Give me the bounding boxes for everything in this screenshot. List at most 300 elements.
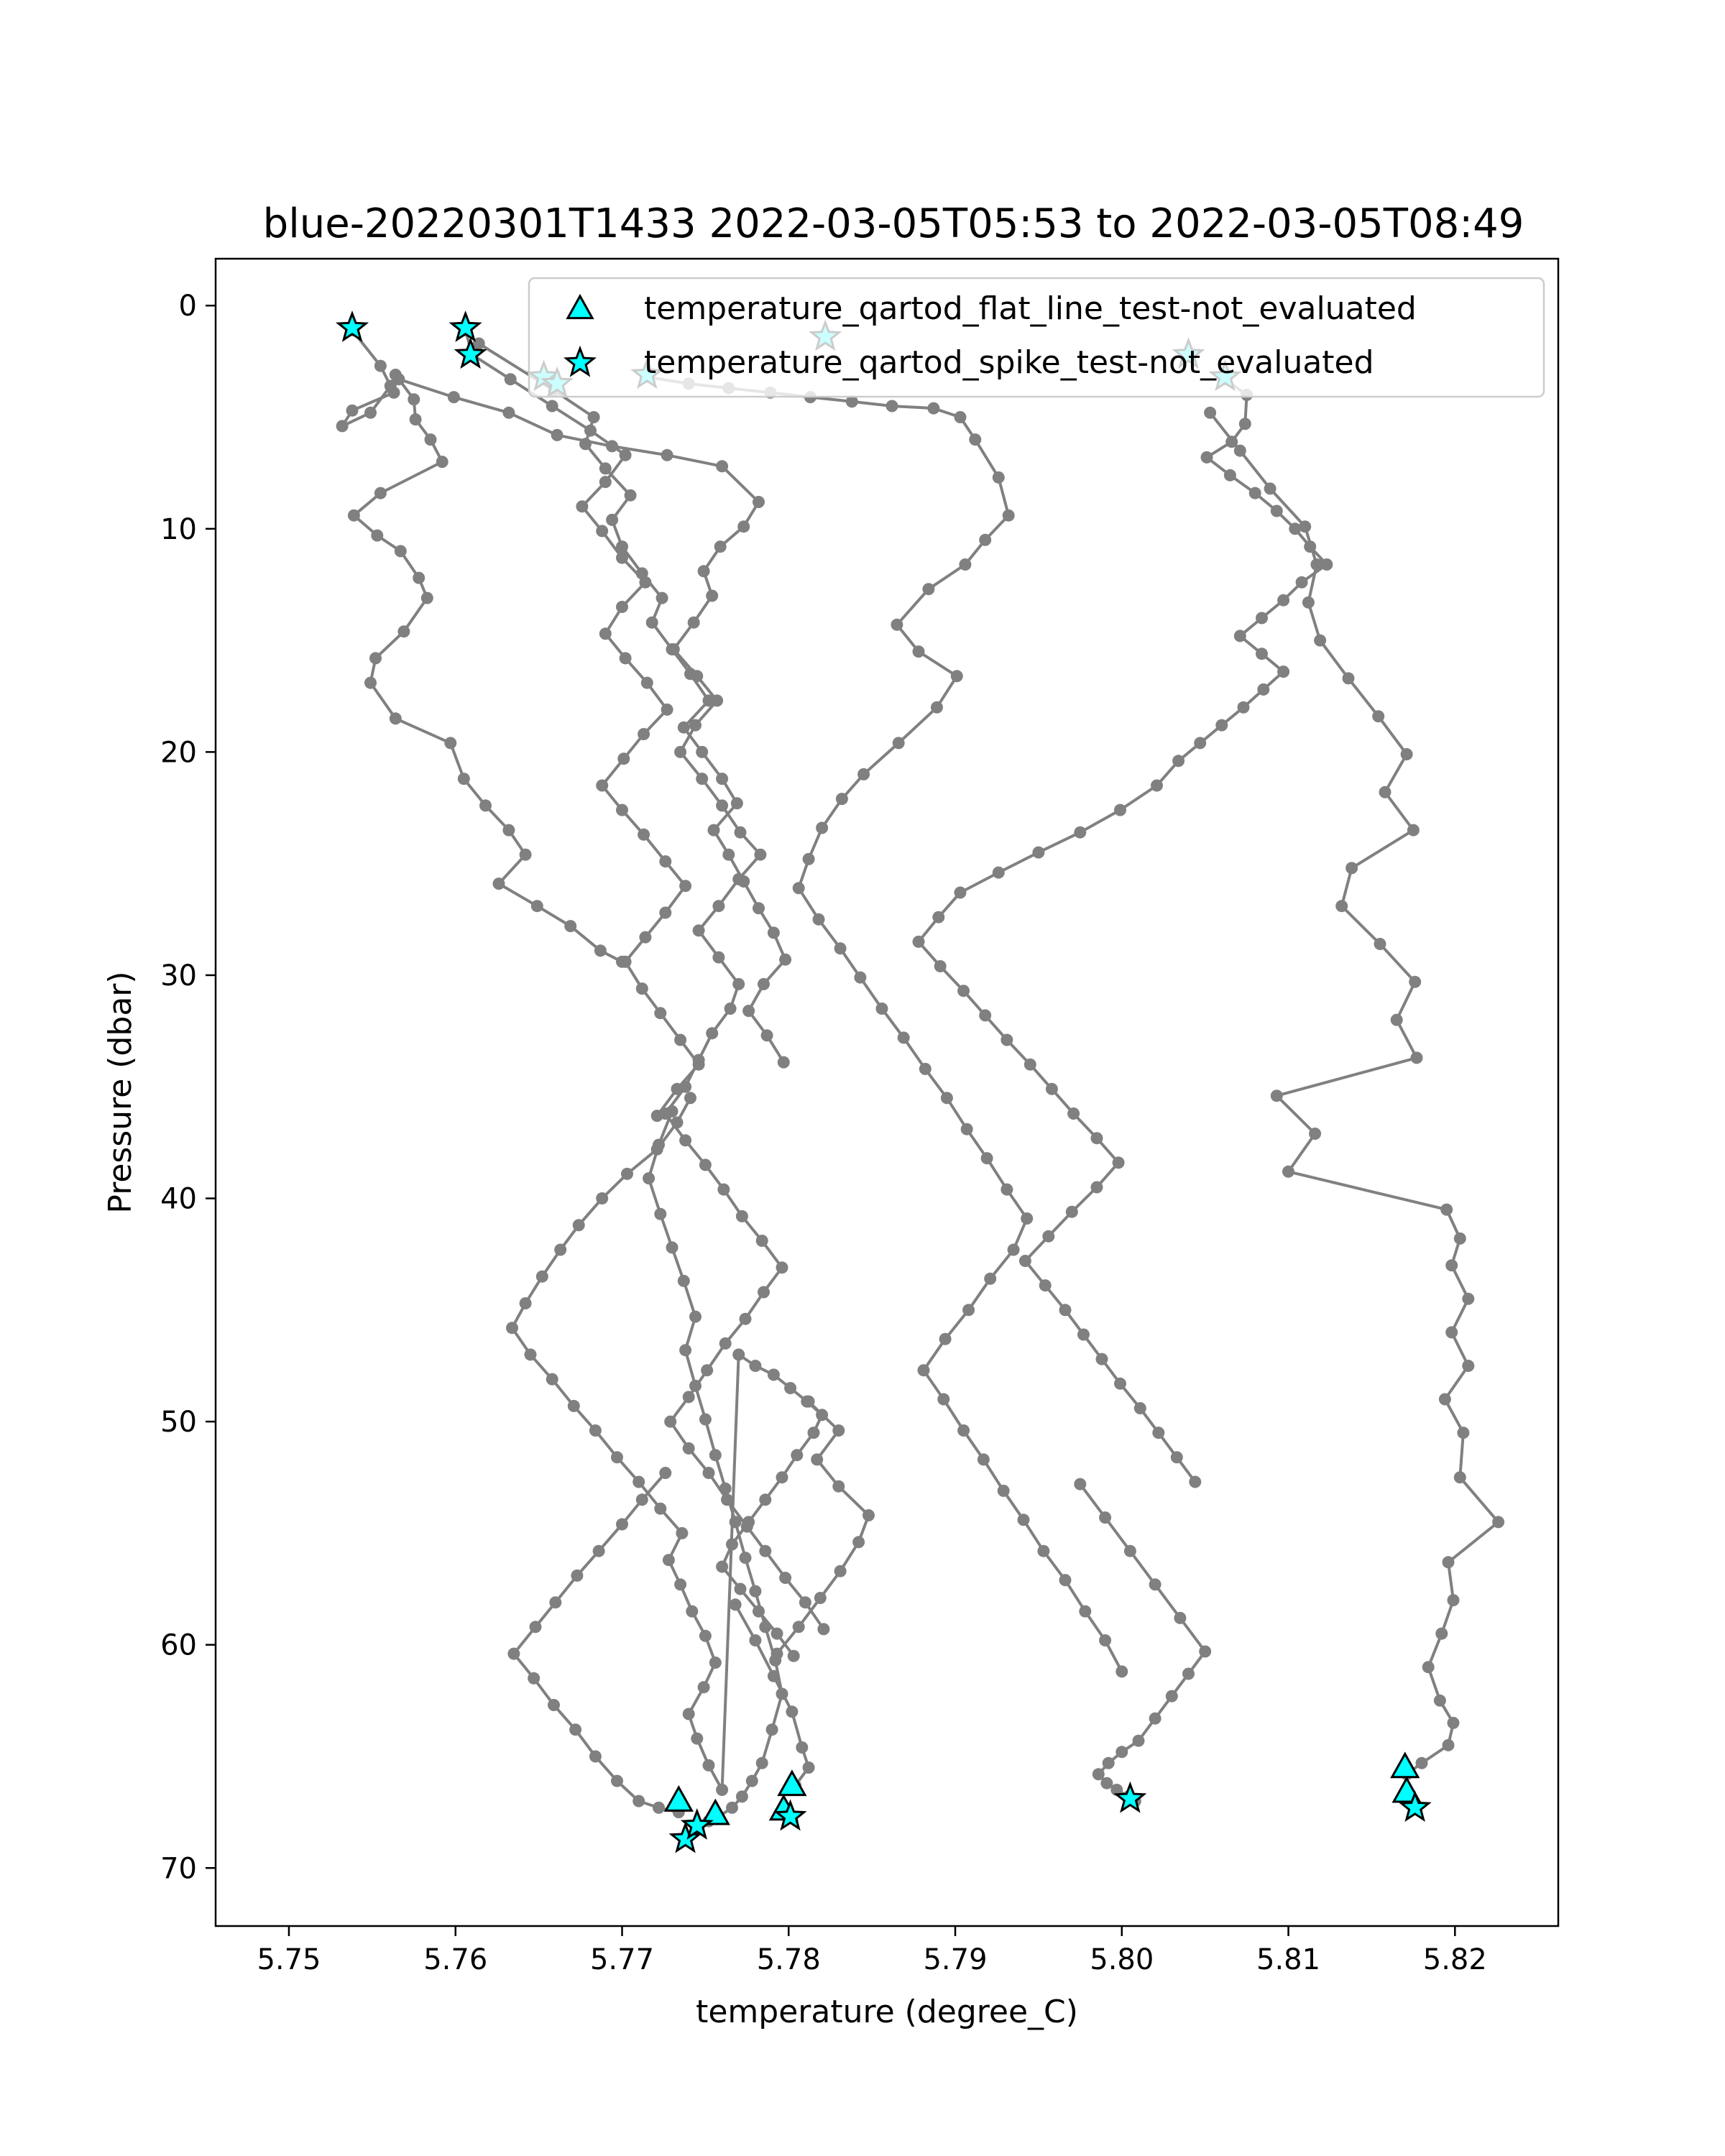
profile-point [668, 643, 680, 655]
profile-point [716, 1784, 728, 1796]
profile-point [638, 829, 650, 841]
profile-point [768, 1670, 780, 1682]
profile-point [1411, 1051, 1423, 1064]
profile-point [1435, 1628, 1448, 1640]
profile-point [954, 887, 967, 899]
profile-point [693, 1054, 705, 1067]
profile-point [712, 952, 724, 964]
profile-point [616, 1519, 628, 1531]
x-axis-label: temperature (degree_C) [696, 1994, 1078, 2030]
x-tick-label: 5.82 [1422, 1943, 1487, 1976]
x-tick-label: 5.79 [923, 1943, 988, 1976]
profile-point [1092, 1768, 1105, 1780]
profile-point [686, 1606, 698, 1618]
profile-point [1277, 594, 1289, 607]
profile-point [661, 704, 673, 716]
profile-point [706, 590, 718, 602]
profile-point [638, 728, 650, 740]
chart-title: blue-20220301T1433 2022-03-05T05:53 to 2022-03-05T08:49 [262, 201, 1524, 247]
profile-point [717, 1184, 730, 1196]
profile-point [413, 572, 425, 584]
y-tick-label: 10 [160, 512, 197, 546]
profile-point [1422, 1661, 1435, 1673]
profile-point [706, 1027, 718, 1039]
profile-point [1114, 1378, 1126, 1390]
profile-point [969, 433, 981, 446]
profile-point [732, 873, 745, 885]
profile-point [758, 1286, 770, 1299]
profile-point [1149, 1713, 1162, 1725]
profile-point [834, 1565, 847, 1577]
profile-point [679, 1344, 691, 1356]
profile-point [641, 677, 653, 689]
profile-point [436, 456, 448, 468]
profile-point [740, 1313, 752, 1325]
profile-point [1003, 510, 1015, 522]
profile-point [1238, 701, 1250, 714]
profile-point [1134, 1402, 1146, 1414]
legend [529, 278, 1544, 397]
profile-point [606, 514, 618, 526]
profile-point [676, 1527, 688, 1539]
profile-point [1416, 1757, 1428, 1769]
profile-point [709, 1449, 722, 1461]
profile-point [886, 400, 898, 413]
profile-point [736, 1790, 748, 1802]
profile-point [776, 1261, 788, 1273]
profile-point [664, 1416, 676, 1428]
profile-point [369, 652, 382, 664]
profile-point [719, 1483, 732, 1495]
profile-point [716, 1561, 728, 1573]
profile-point [1239, 418, 1251, 430]
profile-point [699, 1630, 712, 1642]
profile-point [654, 1503, 666, 1515]
profile-point [919, 1063, 932, 1075]
profile-point [913, 936, 925, 948]
profile-point [1042, 1230, 1054, 1243]
profile-point [395, 545, 407, 557]
profile-point [525, 1348, 537, 1360]
profile-point [683, 1391, 695, 1403]
profile-point [962, 1304, 975, 1316]
profile-point [786, 1705, 798, 1718]
profile-point [716, 773, 728, 785]
profile-point [1152, 1427, 1164, 1439]
profile-point [632, 1476, 645, 1488]
profile-point [659, 855, 671, 867]
profile-point [573, 1219, 585, 1231]
profile-point [918, 1364, 930, 1376]
profile-point [621, 1168, 633, 1180]
profile-point [1067, 1107, 1080, 1120]
profile-point [1454, 1233, 1466, 1245]
profile-point [1000, 1184, 1013, 1196]
profile-point [1204, 407, 1216, 419]
profile-point [458, 773, 470, 785]
profile-point [799, 1596, 811, 1608]
profile-point [1374, 938, 1386, 950]
profile-point [1302, 596, 1315, 609]
profile-point [998, 1485, 1010, 1497]
profile-point [625, 489, 637, 502]
profile-point [746, 1775, 758, 1787]
profile-point [939, 1333, 952, 1345]
profile-point [1309, 1128, 1321, 1140]
profile-point [502, 407, 515, 419]
profile-point [674, 746, 686, 758]
profile-point [1059, 1304, 1072, 1316]
profile-point [742, 1516, 755, 1528]
profile-point [1151, 780, 1163, 792]
profile-point [749, 1360, 761, 1372]
profile-point [596, 780, 608, 792]
profile-point [666, 1241, 678, 1253]
profile-point [788, 1650, 800, 1662]
profile-point [711, 694, 723, 706]
profile-point [753, 496, 765, 508]
profile-point [1445, 1326, 1458, 1338]
profile-point [546, 1373, 558, 1386]
profile-point [1282, 1166, 1294, 1178]
profile-point [778, 1056, 790, 1069]
profile-point [1194, 737, 1206, 749]
profile-point [639, 576, 651, 589]
profile-point [654, 1208, 666, 1220]
profile-point [816, 822, 828, 834]
profile-point [1256, 612, 1268, 625]
profile-point [708, 824, 720, 837]
profile-point [803, 1761, 815, 1774]
profile-point [1234, 630, 1246, 642]
profile-point [722, 849, 735, 861]
profile-point [1116, 1665, 1128, 1677]
profile-point [646, 617, 658, 629]
profile-point [1448, 1594, 1460, 1606]
profile-point [548, 1699, 560, 1711]
profile-point [505, 373, 517, 385]
profile-point [493, 877, 505, 890]
profile-point [731, 797, 743, 809]
profile-point [531, 900, 543, 912]
profile-point [589, 1751, 602, 1763]
profile-point [1096, 1353, 1108, 1365]
profile-point [1199, 1646, 1211, 1658]
profile-point [699, 1414, 712, 1426]
profile-point [740, 1552, 752, 1564]
profile-point [768, 1368, 780, 1381]
profile-point [1257, 683, 1269, 696]
profile-point [754, 849, 766, 861]
profile-point [506, 1322, 518, 1334]
profile-point [1018, 1514, 1030, 1526]
profile-point [1114, 804, 1126, 816]
profile-point [425, 433, 437, 446]
profile-point [674, 1034, 686, 1046]
profile-point [568, 1400, 580, 1412]
profile-point [392, 373, 405, 385]
profile-point [862, 1509, 875, 1521]
profile-point [1059, 1574, 1072, 1586]
profile-point [654, 1007, 666, 1019]
profile-point [1443, 1556, 1455, 1568]
profile-point [388, 387, 400, 399]
profile-point [1174, 1612, 1186, 1624]
profile-point [951, 670, 963, 682]
x-tick-label: 5.77 [589, 1943, 655, 1976]
profile-point [689, 719, 702, 732]
profile-point [1074, 1478, 1086, 1491]
profile-point [817, 1623, 829, 1635]
profile-point [811, 1453, 823, 1465]
profile-point [1379, 786, 1392, 798]
y-tick-label: 70 [160, 1852, 197, 1886]
profile-point [594, 944, 607, 957]
profile-point [616, 601, 628, 613]
profile-point [768, 926, 780, 939]
x-tick-label: 5.76 [423, 1943, 488, 1976]
profile-point [703, 1467, 715, 1479]
profile-point [683, 1708, 695, 1720]
profile-point [1215, 719, 1228, 732]
profile-point [698, 565, 710, 577]
profile-point [599, 462, 612, 474]
profile-point [596, 525, 608, 537]
profile-point [730, 1598, 742, 1611]
profile-point [941, 1092, 953, 1104]
profile-point [759, 1545, 771, 1557]
legend-entry-label: temperature_qartod_flat_line_test-not_evaluated [644, 290, 1417, 327]
profile-point [813, 913, 825, 926]
profile-point [1019, 1255, 1031, 1267]
profile-point [1454, 1471, 1466, 1483]
profile-point [1448, 1717, 1460, 1729]
profile-point [606, 440, 618, 452]
profile-point [696, 773, 708, 785]
x-tick-label: 5.78 [756, 1943, 821, 1976]
profile-point [364, 677, 377, 689]
profile-point [796, 1741, 808, 1754]
profile-point [1372, 710, 1384, 722]
profile-point [593, 1545, 605, 1557]
profile-point [502, 824, 515, 837]
profile-point [719, 1337, 732, 1350]
profile-point [703, 1759, 715, 1772]
profile-point [1445, 1259, 1458, 1271]
profile-point [1277, 665, 1289, 678]
profile-point [1335, 900, 1348, 912]
profile-point [1099, 1511, 1111, 1524]
profile-point [479, 799, 492, 811]
profile-point [632, 1795, 645, 1807]
profile-point [749, 1585, 761, 1598]
profile-point [832, 1424, 845, 1437]
profile-point [957, 1424, 970, 1437]
profile-point [1032, 847, 1044, 859]
profile-point [1046, 1083, 1058, 1095]
profile-point [793, 882, 805, 894]
profile-point [689, 1311, 702, 1323]
profile-point [993, 471, 1005, 484]
profile-point [589, 1424, 602, 1437]
profile-point [374, 360, 387, 372]
profile-point [1189, 1476, 1201, 1488]
profile-point [891, 619, 903, 631]
profile-point [701, 1364, 713, 1376]
profile-point [679, 1081, 691, 1093]
profile-point [1249, 487, 1261, 499]
y-tick-label: 20 [160, 736, 197, 770]
profile-point [696, 746, 708, 758]
x-tick-label: 5.75 [257, 1943, 321, 1976]
profile-point [732, 978, 745, 990]
profile-point [756, 1757, 768, 1769]
profile-point [1091, 1132, 1103, 1144]
profile-point [758, 978, 770, 990]
profile-point [699, 1158, 712, 1171]
profile-point [698, 1681, 710, 1693]
profile-point [1443, 1739, 1455, 1751]
profile-point [726, 1802, 738, 1814]
profile-point [712, 900, 724, 912]
profile-point [730, 1516, 742, 1528]
profile-point [1401, 748, 1413, 760]
profile-point [834, 942, 847, 954]
profile-point [737, 520, 750, 533]
profile-point [1172, 755, 1184, 767]
profile-point [674, 1578, 686, 1590]
profile-point [576, 500, 588, 512]
profile-point [1077, 1329, 1090, 1341]
profile-point [659, 907, 671, 919]
profile-point [793, 1621, 805, 1633]
profile-point [691, 670, 703, 682]
y-tick-label: 50 [160, 1406, 197, 1439]
profile-point [390, 712, 402, 724]
y-axis-label: Pressure (dbar) [102, 971, 139, 1214]
profile-point [771, 1628, 783, 1640]
profile-point [520, 1297, 532, 1309]
profile-point [671, 1116, 684, 1128]
profile-point [931, 701, 943, 714]
profile-point [1074, 826, 1086, 839]
profile-point [1434, 1695, 1446, 1707]
profile-point [596, 1192, 608, 1204]
profile-point [791, 1449, 803, 1461]
profile-point [759, 1621, 771, 1633]
profile-point [1201, 451, 1213, 464]
profile-point [1271, 505, 1283, 517]
profile-point [659, 1467, 671, 1479]
profile-point [1264, 482, 1276, 494]
profile-point [753, 902, 765, 914]
profile-point [1024, 1059, 1036, 1071]
profile-point [410, 413, 422, 425]
profile-point [684, 1092, 696, 1104]
profile-point [678, 722, 690, 734]
profile-point [620, 449, 632, 461]
profile-point [803, 853, 815, 865]
profile-point [1457, 1427, 1469, 1439]
profile-point [726, 1538, 738, 1550]
profile-point [1409, 976, 1421, 988]
profile-point [364, 407, 377, 419]
profile-point [922, 583, 934, 595]
profile-point [1440, 1204, 1453, 1216]
profile-point [1079, 1606, 1091, 1618]
profile-point [1271, 1089, 1283, 1102]
profile-point [934, 960, 947, 972]
y-tick-label: 30 [160, 959, 197, 992]
profile-point [779, 954, 791, 966]
profile-point [536, 1271, 548, 1283]
profile-point [716, 799, 728, 811]
profile-point [756, 1235, 768, 1247]
profile-point [444, 737, 456, 749]
profile-point [549, 1596, 561, 1608]
profile-point [679, 880, 691, 892]
profile-point [761, 1029, 773, 1041]
profile-point [1100, 1777, 1113, 1789]
profile-point [620, 652, 632, 664]
profile-point [661, 449, 673, 461]
profile-point [1149, 1578, 1162, 1590]
profile-point [336, 420, 349, 432]
profile-point [666, 1105, 678, 1118]
profile-point [759, 1493, 771, 1506]
profile-point [961, 1123, 973, 1135]
profile-point [636, 982, 648, 995]
profile-point [1346, 862, 1358, 874]
profile-point [709, 1657, 722, 1669]
profile-point [852, 1536, 865, 1548]
profile-point [636, 1493, 648, 1506]
profile-point [371, 530, 383, 542]
profile-point [1391, 1014, 1403, 1026]
profile-point [551, 429, 564, 441]
profile-point [814, 1592, 827, 1604]
profile-point [808, 1427, 820, 1439]
profile-point [643, 1172, 655, 1184]
profile-point [374, 487, 387, 499]
profile-point [688, 617, 700, 629]
profile-point [978, 1453, 990, 1465]
profile-point [507, 1648, 520, 1660]
profile-point [346, 405, 359, 417]
profile-point [1000, 1034, 1013, 1046]
profile-point [1182, 1668, 1195, 1680]
profile-point [1439, 1393, 1451, 1406]
profile-point [749, 1634, 761, 1646]
profile-point [348, 510, 360, 522]
profile-point [1462, 1360, 1474, 1372]
profile-point [927, 402, 939, 415]
profile-point [520, 849, 532, 861]
profile-point [857, 768, 870, 780]
profile-point [1021, 1212, 1033, 1225]
profile-point [656, 592, 668, 604]
profile-point [653, 1802, 665, 1814]
profile-point [803, 1396, 815, 1408]
profile-point [1492, 1516, 1504, 1528]
profile-point [957, 985, 970, 997]
profile-point [876, 1003, 888, 1015]
profile-point [1296, 576, 1308, 589]
profile-point [832, 1480, 845, 1493]
legend-entry-label: temperature_qartod_spike_test-not_evaluated [644, 344, 1374, 381]
profile-point [1234, 445, 1246, 457]
profile-point [421, 592, 433, 604]
